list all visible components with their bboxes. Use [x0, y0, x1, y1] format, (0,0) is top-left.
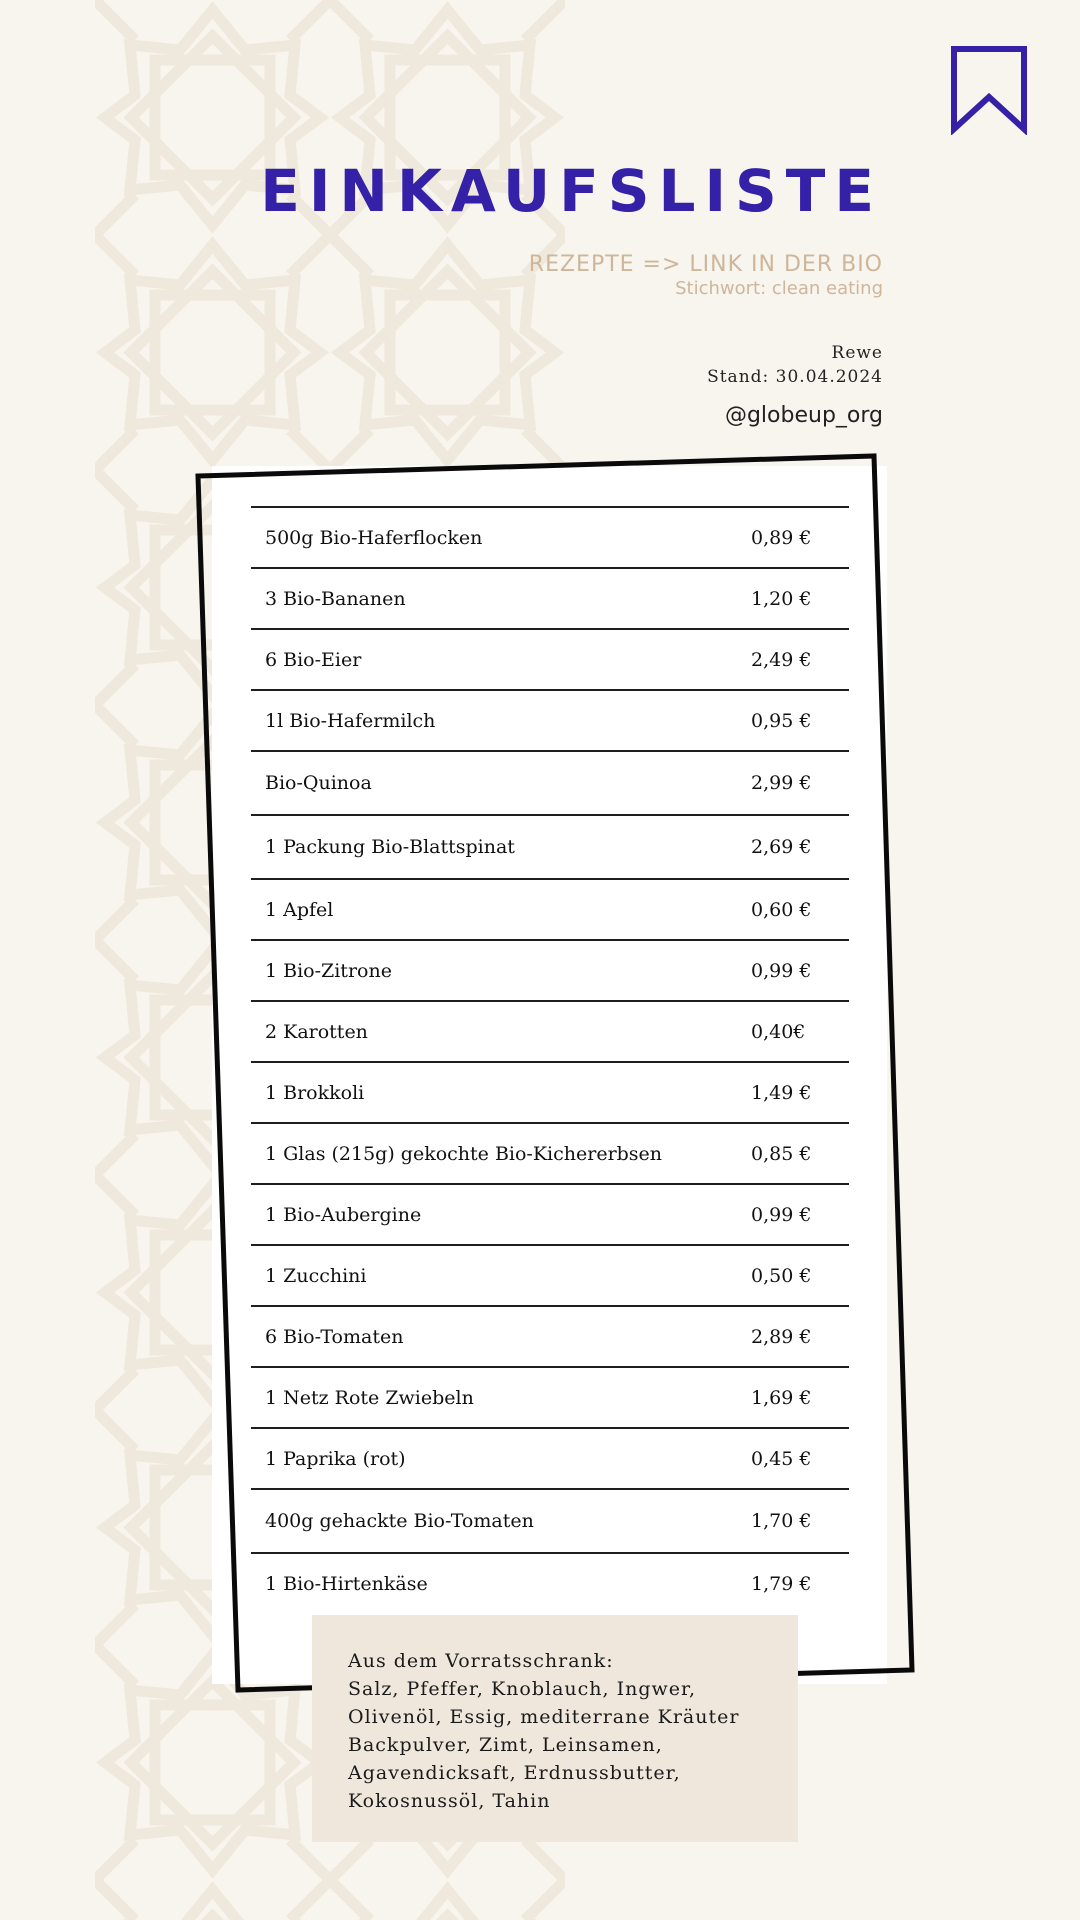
pantry-line: Backpulver, Zimt, Leinsamen,	[348, 1734, 663, 1756]
recipe-link-note: REZEPTE => LINK IN DER BIO	[528, 252, 883, 277]
item-price: 1,49 €	[751, 1081, 812, 1104]
item-name: 500g Bio-Haferflocken	[265, 526, 483, 549]
pantry-heading: Aus dem Vorratsschrank:	[348, 1650, 614, 1672]
pantry-line: Salz, Pfeffer, Knoblauch, Ingwer,	[348, 1678, 697, 1700]
item-price: 2,69 €	[751, 836, 812, 858]
shopping-list	[251, 506, 849, 1613]
list-item	[251, 691, 849, 752]
item-name: 1 Glas (215g) gekochte Bio-Kichererbsen	[265, 1142, 663, 1165]
item-price: 0,85 €	[751, 1142, 812, 1165]
item-price: 1,69 €	[751, 1386, 812, 1409]
item-price: 2,49 €	[751, 648, 812, 671]
bookmark-icon[interactable]	[950, 45, 1030, 135]
pantry-line: Olivenöl, Essig, mediterrane Kräuter	[348, 1706, 740, 1728]
list-item	[251, 816, 849, 880]
list-item	[251, 1554, 849, 1613]
item-name: 1 Apfel	[265, 898, 334, 921]
item-name: 400g gehackte Bio-Tomaten	[265, 1510, 534, 1532]
item-name: 1l Bio-Hafermilch	[265, 709, 436, 732]
item-price: 2,89 €	[751, 1325, 812, 1348]
item-name: 2 Karotten	[265, 1020, 368, 1043]
list-item	[251, 941, 849, 1002]
list-item	[251, 1063, 849, 1124]
item-price: 1,20 €	[751, 587, 812, 610]
list-item	[251, 880, 849, 941]
date-label: Stand: 30.04.2024	[707, 367, 883, 387]
pantry-note	[312, 1615, 798, 1842]
item-price: 0,89 €	[751, 526, 812, 549]
item-price: 0,99 €	[751, 1203, 812, 1226]
item-name: 6 Bio-Tomaten	[265, 1325, 404, 1348]
item-price: 1,70 €	[751, 1510, 812, 1532]
item-price: 0,95 €	[751, 709, 812, 732]
page-title: EINKAUFSLISTE	[260, 157, 883, 225]
item-name: 1 Netz Rote Zwiebeln	[265, 1386, 474, 1409]
list-item	[251, 1368, 849, 1429]
list-item	[251, 630, 849, 691]
list-item	[251, 1124, 849, 1185]
item-name: 1 Bio-Hirtenkäse	[265, 1572, 428, 1595]
item-name: 1 Bio-Aubergine	[265, 1203, 422, 1226]
item-name: 1 Zucchini	[265, 1264, 367, 1287]
social-handle: @globeup_org	[724, 403, 883, 428]
list-item	[251, 508, 849, 569]
list-item	[251, 1246, 849, 1307]
item-price: 0,99 €	[751, 959, 812, 982]
item-name: 1 Bio-Zitrone	[265, 959, 392, 982]
item-name: 1 Packung Bio-Blattspinat	[265, 836, 515, 858]
list-item	[251, 1185, 849, 1246]
store-name: Rewe	[831, 343, 883, 363]
item-name: 3 Bio-Bananen	[265, 587, 406, 610]
list-item	[251, 569, 849, 630]
item-name: 6 Bio-Eier	[265, 648, 362, 671]
list-item	[251, 1429, 849, 1490]
list-item	[251, 752, 849, 816]
pantry-line: Agavendicksaft, Erdnussbutter,	[348, 1762, 681, 1784]
item-name: 1 Paprika (rot)	[265, 1447, 406, 1470]
item-price: 0,60 €	[751, 898, 812, 921]
list-item	[251, 1307, 849, 1368]
list-item	[251, 1002, 849, 1063]
pantry-line: Kokosnussöl, Tahin	[348, 1790, 551, 1812]
item-name: Bio-Quinoa	[265, 772, 372, 794]
keyword-note: Stichwort: clean eating	[675, 278, 883, 299]
item-price: 0,45 €	[751, 1447, 812, 1470]
item-price: 1,79 €	[751, 1572, 812, 1595]
item-price: 0,50 €	[751, 1264, 812, 1287]
item-price: 2,99 €	[751, 772, 812, 794]
item-price: 0,40€	[751, 1020, 806, 1043]
item-name: 1 Brokkoli	[265, 1081, 365, 1104]
list-item	[251, 1490, 849, 1554]
